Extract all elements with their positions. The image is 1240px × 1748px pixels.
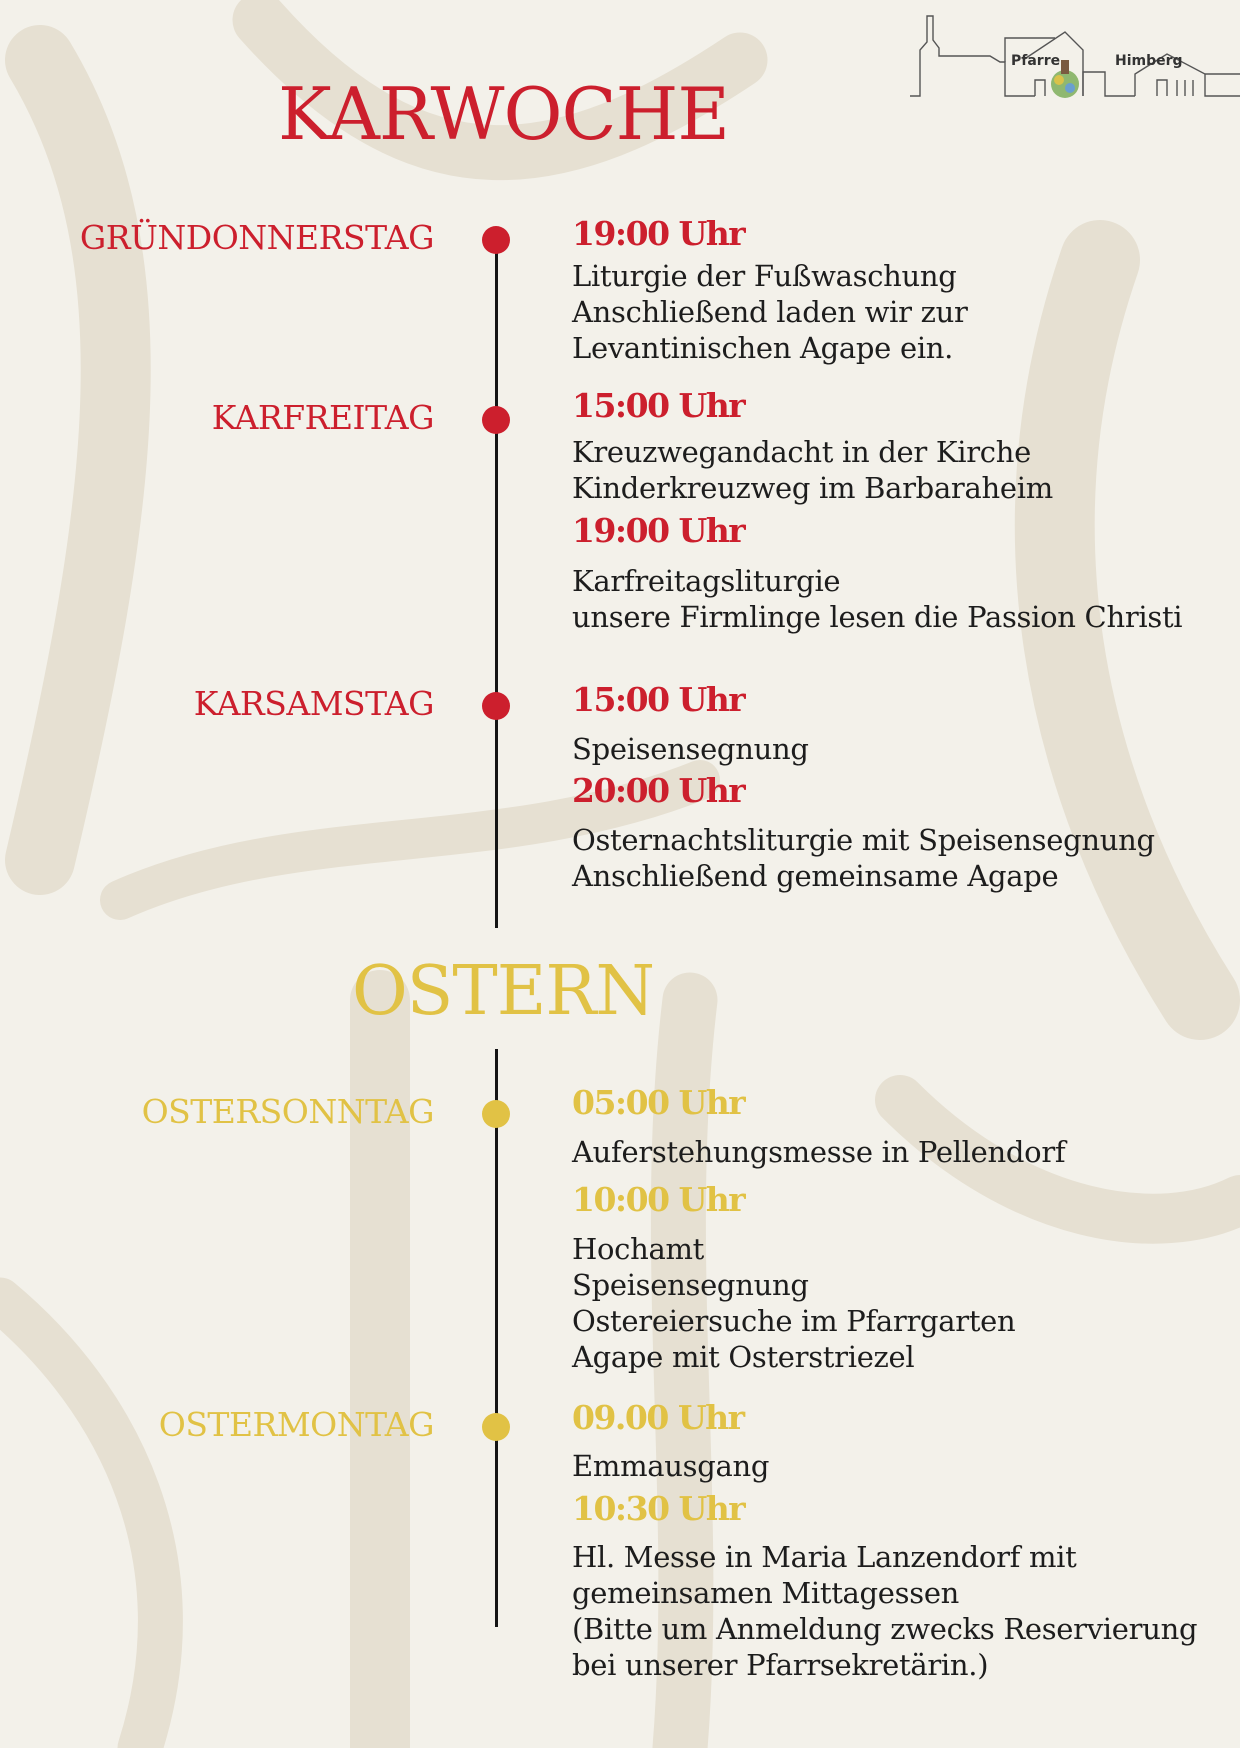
logo-word-pfarre: Pfarre xyxy=(1011,53,1061,69)
day-karfreitag: KARFREITAG xyxy=(211,398,434,437)
day-gruendonnerstag: GRÜNDONNERSTAG xyxy=(79,218,434,257)
event-line: Agape mit Osterstriezel xyxy=(572,1340,915,1374)
event-description xyxy=(572,1539,1197,1683)
event-line: Ostereiersuche im Pfarrgarten xyxy=(572,1304,1016,1338)
day-ostermontag: OSTERMONTAG xyxy=(158,1405,434,1444)
event-description xyxy=(572,1448,769,1484)
event-line: Speisensegnung xyxy=(572,1268,809,1302)
karsamstag-dot xyxy=(482,692,510,720)
event-description xyxy=(572,258,968,366)
event-time: 15:00 Uhr xyxy=(572,680,745,719)
logo-word-himberg: Himberg xyxy=(1115,53,1183,69)
event-line: Anschließend laden wir zur xyxy=(572,295,968,329)
event-time: 09.00 Uhr xyxy=(572,1398,744,1437)
day-karsamstag: KARSAMSTAG xyxy=(193,684,434,723)
event-line: Liturgie der Fußwaschung xyxy=(572,259,957,293)
ostersonntag-dot xyxy=(482,1100,510,1128)
event-line: (Bitte um Anmeldung zwecks Reservierung xyxy=(572,1612,1198,1646)
event-line: Speisensegnung xyxy=(572,732,809,766)
parish-church-logo-icon xyxy=(905,10,1240,110)
ostermontag-dot xyxy=(482,1413,510,1441)
event-line: Emmausgang xyxy=(572,1449,770,1483)
event-description xyxy=(572,563,1182,635)
event-line: Kreuzwegandacht in der Kirche xyxy=(572,435,1031,469)
event-line: Kinderkreuzweg im Barbaraheim xyxy=(572,471,1053,505)
event-description xyxy=(572,1134,1065,1170)
event-description xyxy=(572,731,809,767)
event-line: unsere Firmlinge lesen die Passion Christi xyxy=(572,600,1183,634)
event-line: Levantinischen Agape ein. xyxy=(572,331,954,365)
event-time: 20:00 Uhr xyxy=(572,771,745,810)
day-ostersonntag: OSTERSONNTAG xyxy=(141,1092,434,1131)
event-time: 10:00 Uhr xyxy=(572,1180,745,1219)
event-description xyxy=(572,434,1053,506)
karwoche-timeline xyxy=(495,228,498,928)
event-line: Hl. Messe in Maria Lanzendorf mit xyxy=(572,1540,1077,1574)
event-time: 19:00 Uhr xyxy=(572,214,745,253)
event-description xyxy=(572,1231,1015,1375)
event-line: Osternachtsliturgie mit Speisensegnung xyxy=(572,823,1155,857)
event-description xyxy=(572,822,1155,894)
event-time: 15:00 Uhr xyxy=(572,386,745,425)
event-line: gemeinsamen Mittagessen xyxy=(572,1576,960,1610)
event-line: Hochamt xyxy=(572,1232,705,1266)
event-line: bei unserer Pfarrsekretärin.) xyxy=(572,1648,989,1682)
event-line: Anschließend gemeinsame Agape xyxy=(572,859,1059,893)
parish-logo xyxy=(905,10,1240,110)
gruendonnerstag-dot xyxy=(482,226,510,254)
ostern-timeline xyxy=(495,1049,498,1627)
event-line: Karfreitagsliturgie xyxy=(572,564,841,598)
event-time: 05:00 Uhr xyxy=(572,1083,745,1122)
event-time: 10:30 Uhr xyxy=(572,1489,745,1528)
karwoche-heading: KARWOCHE xyxy=(278,72,729,156)
ostern-heading: OSTERN xyxy=(352,952,655,1031)
event-time: 19:00 Uhr xyxy=(572,511,745,550)
event-line: Auferstehungsmesse in Pellendorf xyxy=(572,1135,1066,1169)
karfreitag-dot xyxy=(482,406,510,434)
